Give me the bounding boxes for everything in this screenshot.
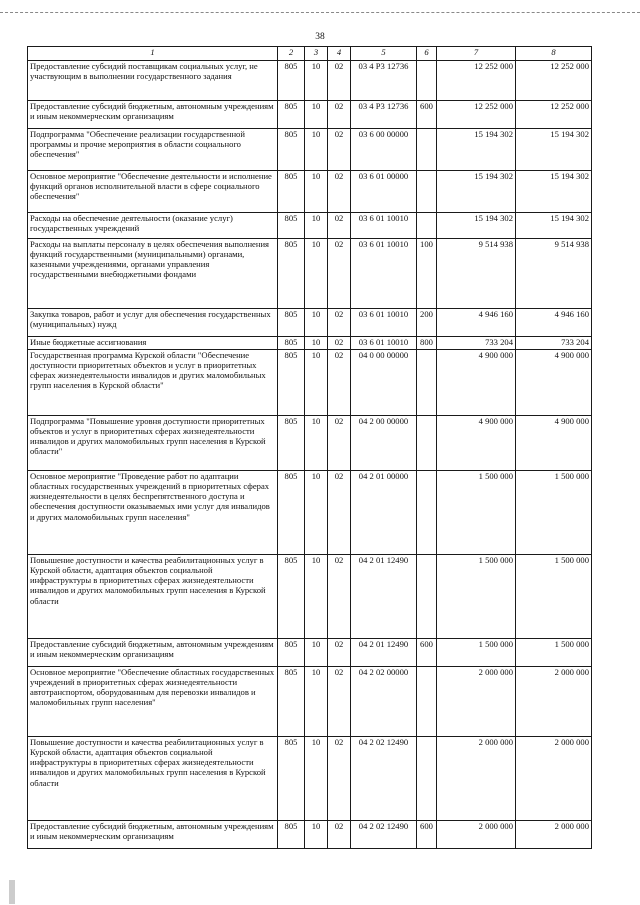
- row-name: Расходы на выплаты персоналу в целях обеспечения выполнения функций государственными (муниципальными) органами, казенными учреждениями, органами управления государственными внебюджетными фондами: [28, 239, 278, 309]
- row-code-4: 02: [328, 239, 351, 309]
- row-name: Расходы на обеспечение деятельности (оказание услуг) государственных учреждений: [28, 213, 278, 239]
- row-code-2: 805: [278, 171, 305, 213]
- row-name: Предоставление субсидий бюджетным, автономным учреждениям и иным некоммерческим организациям: [28, 101, 278, 129]
- table-row: [28, 737, 592, 821]
- table-row: [28, 350, 592, 416]
- table-row: [28, 416, 592, 471]
- row-code-2: 805: [278, 471, 305, 555]
- row-code-3: 10: [305, 129, 328, 171]
- row-code-6: 600: [417, 821, 437, 849]
- row-amount-7: 1 500 000: [437, 639, 516, 667]
- table-header-row: [28, 47, 592, 61]
- row-amount-7: 15 194 302: [437, 213, 516, 239]
- row-code-6: [417, 213, 437, 239]
- row-code-2: 805: [278, 101, 305, 129]
- row-code-3: 10: [305, 61, 328, 101]
- row-code-2: 805: [278, 337, 305, 350]
- row-amount-8: 4 946 160: [516, 309, 592, 337]
- row-amount-8: 1 500 000: [516, 555, 592, 639]
- row-code-6: [417, 61, 437, 101]
- row-code-2: 805: [278, 213, 305, 239]
- row-code-4: 02: [328, 821, 351, 849]
- row-amount-7: 1 500 000: [437, 471, 516, 555]
- row-amount-7: 2 000 000: [437, 667, 516, 737]
- budget-table: [27, 46, 592, 849]
- row-code-6: 200: [417, 309, 437, 337]
- row-code-2: 805: [278, 555, 305, 639]
- row-code-2: 805: [278, 350, 305, 416]
- table-row: [28, 337, 592, 350]
- row-amount-7: 4 900 000: [437, 350, 516, 416]
- row-code-4: 02: [328, 555, 351, 639]
- row-amount-7: 12 252 000: [437, 101, 516, 129]
- table-row: [28, 667, 592, 737]
- row-name: Иные бюджетные ассигнования: [28, 337, 278, 350]
- row-code-5: 04 2 01 00000: [351, 471, 417, 555]
- row-code-3: 10: [305, 337, 328, 350]
- row-code-2: 805: [278, 667, 305, 737]
- column-header-2: 2: [278, 47, 305, 61]
- row-amount-7: 15 194 302: [437, 129, 516, 171]
- row-code-5: 04 2 00 00000: [351, 416, 417, 471]
- row-name: Основное мероприятие "Обеспечение деятельности и исполнение функций органов исполнительной власти в сфере социального обеспечения": [28, 171, 278, 213]
- row-code-2: 805: [278, 821, 305, 849]
- row-code-5: 03 6 00 00000: [351, 129, 417, 171]
- row-code-4: 02: [328, 667, 351, 737]
- row-name: Закупка товаров, работ и услуг для обеспечения государственных (муниципальных) нужд: [28, 309, 278, 337]
- row-code-2: 805: [278, 309, 305, 337]
- row-amount-7: 12 252 000: [437, 61, 516, 101]
- scan-edge-mark: [9, 880, 15, 904]
- row-code-3: 10: [305, 821, 328, 849]
- row-code-6: [417, 129, 437, 171]
- row-code-4: 02: [328, 737, 351, 821]
- row-code-4: 02: [328, 61, 351, 101]
- table-row: [28, 555, 592, 639]
- row-code-4: 02: [328, 171, 351, 213]
- row-name: Предоставление субсидий бюджетным, автономным учреждениям и иным некоммерческим организациям: [28, 821, 278, 849]
- row-code-4: 02: [328, 350, 351, 416]
- row-code-3: 10: [305, 471, 328, 555]
- row-code-6: 100: [417, 239, 437, 309]
- row-code-4: 02: [328, 101, 351, 129]
- page-number: 38: [315, 32, 325, 42]
- row-amount-8: 12 252 000: [516, 101, 592, 129]
- row-code-6: [417, 555, 437, 639]
- row-code-2: 805: [278, 129, 305, 171]
- row-name: Предоставление субсидий бюджетным, автономным учреждениям и иным некоммерческим организациям: [28, 639, 278, 667]
- row-amount-7: 733 204: [437, 337, 516, 350]
- row-code-6: [417, 737, 437, 821]
- row-code-3: 10: [305, 101, 328, 129]
- row-amount-8: 1 500 000: [516, 639, 592, 667]
- row-code-3: 10: [305, 171, 328, 213]
- row-amount-8: 15 194 302: [516, 171, 592, 213]
- row-code-3: 10: [305, 239, 328, 309]
- row-code-4: 02: [328, 337, 351, 350]
- row-amount-7: 2 000 000: [437, 821, 516, 849]
- row-amount-7: 4 900 000: [437, 416, 516, 471]
- row-code-6: 600: [417, 101, 437, 129]
- row-amount-7: 9 514 938: [437, 239, 516, 309]
- table-row: [28, 101, 592, 129]
- row-code-5: 03 6 01 10010: [351, 309, 417, 337]
- table-row: [28, 61, 592, 101]
- row-code-3: 10: [305, 416, 328, 471]
- table-row: [28, 821, 592, 849]
- row-amount-8: 2 000 000: [516, 821, 592, 849]
- row-code-3: 10: [305, 555, 328, 639]
- row-amount-8: 2 000 000: [516, 667, 592, 737]
- table-row: [28, 239, 592, 309]
- row-code-5: 03 6 01 10010: [351, 213, 417, 239]
- row-code-2: 805: [278, 239, 305, 309]
- row-code-5: 04 0 00 00000: [351, 350, 417, 416]
- table-row: [28, 171, 592, 213]
- row-code-4: 02: [328, 213, 351, 239]
- row-amount-8: 1 500 000: [516, 471, 592, 555]
- row-code-5: 03 4 Р3 12736: [351, 101, 417, 129]
- row-code-6: 800: [417, 337, 437, 350]
- table-row: [28, 129, 592, 171]
- row-code-5: 03 6 01 00000: [351, 171, 417, 213]
- row-code-2: 805: [278, 61, 305, 101]
- row-code-6: 600: [417, 639, 437, 667]
- row-amount-8: 12 252 000: [516, 61, 592, 101]
- column-header-4: 4: [328, 47, 351, 61]
- row-code-4: 02: [328, 129, 351, 171]
- column-header-3: 3: [305, 47, 328, 61]
- row-amount-8: 4 900 000: [516, 350, 592, 416]
- row-name: Государственная программа Курской области "Обеспечение доступности приоритетных объектов и услуг в приоритетных сферах жизнедеятельности инвалидов и других маломобильных групп населения в Курской области": [28, 350, 278, 416]
- row-code-6: [417, 350, 437, 416]
- row-code-5: 04 2 02 12490: [351, 821, 417, 849]
- scan-top-edge: [0, 12, 640, 13]
- row-name: Подпрограмма "Повышение уровня доступности приоритетных объектов и услуг в приоритетных сферах жизнедеятельности инвалидов и других маломобильных групп населения в Курской области": [28, 416, 278, 471]
- row-code-6: [417, 416, 437, 471]
- row-amount-7: 2 000 000: [437, 737, 516, 821]
- row-amount-8: 15 194 302: [516, 129, 592, 171]
- row-name: Подпрограмма "Обеспечение реализации государственной программы и прочие мероприятия в области социального обеспечения": [28, 129, 278, 171]
- row-code-4: 02: [328, 309, 351, 337]
- row-amount-8: 733 204: [516, 337, 592, 350]
- row-code-5: 04 2 01 12490: [351, 555, 417, 639]
- row-amount-8: 9 514 938: [516, 239, 592, 309]
- row-amount-7: 4 946 160: [437, 309, 516, 337]
- row-code-5: 03 4 Р3 12736: [351, 61, 417, 101]
- row-name: Предоставление субсидий поставщикам социальных услуг, не участвующим в выполнении государственного задания: [28, 61, 278, 101]
- row-code-3: 10: [305, 639, 328, 667]
- row-code-3: 10: [305, 350, 328, 416]
- row-code-5: 03 6 01 10010: [351, 337, 417, 350]
- row-amount-8: 4 900 000: [516, 416, 592, 471]
- table-row: [28, 309, 592, 337]
- row-code-3: 10: [305, 309, 328, 337]
- row-code-5: 04 2 02 00000: [351, 667, 417, 737]
- row-code-2: 805: [278, 416, 305, 471]
- row-code-3: 10: [305, 213, 328, 239]
- column-header-8: 8: [516, 47, 592, 61]
- table-row: [28, 213, 592, 239]
- row-amount-7: 1 500 000: [437, 555, 516, 639]
- row-code-2: 805: [278, 737, 305, 821]
- row-code-2: 805: [278, 639, 305, 667]
- column-header-1: 1: [28, 47, 278, 61]
- row-code-5: 03 6 01 10010: [351, 239, 417, 309]
- column-header-5: 5: [351, 47, 417, 61]
- row-code-5: 04 2 02 12490: [351, 737, 417, 821]
- row-name: Повышение доступности и качества реабилитационных услуг в Курской области, адаптация объектов социальной инфраструктуры в приоритетных сферах жизнедеятельности инвалидов и других маломобильных групп населения в Курской области: [28, 737, 278, 821]
- row-name: Основное мероприятие "Проведение работ по адаптации областных государственных учреждений в приоритетных сферах жизнедеятельности в целях беспрепятственного доступа и обеспечения доступности оказываемых ими услуг для инвалидов и других маломобильных групп населения": [28, 471, 278, 555]
- row-code-3: 10: [305, 737, 328, 821]
- row-amount-7: 15 194 302: [437, 171, 516, 213]
- row-code-6: [417, 471, 437, 555]
- table-row: [28, 471, 592, 555]
- row-name: Повышение доступности и качества реабилитационных услуг в Курской области, адаптация объектов социальной инфраструктуры в приоритетных сферах жизнедеятельности инвалидов и других маломобильных групп населения в Курской области: [28, 555, 278, 639]
- row-name: Основное мероприятие "Обеспечение областных государственных учреждений в приоритетных сферах жизнедеятельности автотранспортом, оборудованным для перевозки инвалидов и маломобильных групп населения": [28, 667, 278, 737]
- row-code-4: 02: [328, 416, 351, 471]
- row-code-6: [417, 171, 437, 213]
- row-code-3: 10: [305, 667, 328, 737]
- row-amount-8: 15 194 302: [516, 213, 592, 239]
- row-code-4: 02: [328, 471, 351, 555]
- row-code-6: [417, 667, 437, 737]
- column-header-6: 6: [417, 47, 437, 61]
- column-header-7: 7: [437, 47, 516, 61]
- table-row: [28, 639, 592, 667]
- row-amount-8: 2 000 000: [516, 737, 592, 821]
- row-code-4: 02: [328, 639, 351, 667]
- row-code-5: 04 2 01 12490: [351, 639, 417, 667]
